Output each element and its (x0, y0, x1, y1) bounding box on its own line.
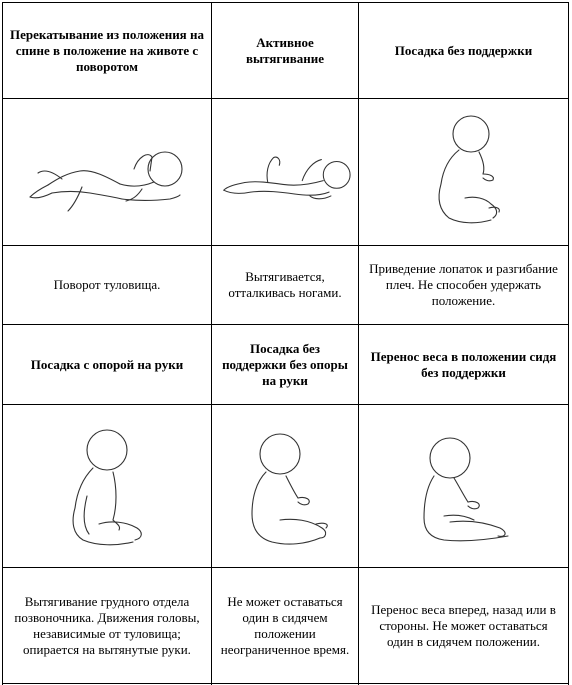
illustration-baby-sitting-unsupported (359, 99, 568, 245)
table-border-bottom (2, 683, 569, 684)
illustration-baby-weight-shift (359, 405, 568, 567)
baby-weight-shift-drawing (404, 416, 524, 556)
desc-sitting-no-arm-support-text: Не может оставаться один в сидячем положении неограниченное время. (220, 593, 350, 657)
table-border-right (568, 2, 569, 685)
header-rolling-text: Перекатывание из положения на спине в положение на животе с поворотом (10, 26, 204, 74)
illustration-baby-stretching (212, 99, 358, 245)
desc-sitting-no-arm-support (212, 568, 358, 683)
header-active-stretch (212, 3, 358, 98)
desc-sitting-arm-support-text: Вытягивание грудного отдела позвоночника. Движения головы, независимые от туловища; опирается на вытянутые руки. (14, 593, 200, 657)
header-sitting-no-arm-support (212, 325, 358, 404)
baby-sitting-arm-support-drawing (47, 416, 167, 556)
header-active-stretch-text: Активное вытягивание (245, 34, 325, 66)
desc-active-stretch-text: Вытягивается, отталкивась ногами. (228, 269, 342, 300)
desc-rolling (3, 246, 211, 324)
baby-stretching-drawing (218, 137, 352, 207)
illustration-baby-sitting-arm-support (3, 405, 211, 567)
desc-sitting-arm-support (3, 568, 211, 683)
illustration-baby-rolling (3, 99, 211, 245)
desc-weight-shift (359, 568, 568, 683)
header-sitting-unsupported (359, 3, 568, 98)
illustration-baby-sitting-no-arm-support (212, 405, 358, 567)
baby-sitting-no-arm-support-drawing (230, 416, 340, 556)
desc-sitting-unsupported-text: Приведение лопаток и разгибание плеч. Не способен удержать положение. (369, 261, 558, 308)
header-weight-shift-text: Перенос веса в положении сидя без поддержки (370, 348, 557, 380)
header-weight-shift (359, 325, 568, 404)
baby-sitting-unsupported-drawing (409, 112, 519, 232)
header-sitting-arm-support-text: Посадка с опорой на руки (30, 356, 184, 372)
baby-rolling-drawing (22, 127, 192, 217)
desc-sitting-unsupported (359, 246, 568, 324)
desc-active-stretch (212, 246, 358, 324)
desc-rolling-text: Поворот туловища. (53, 277, 161, 292)
header-sitting-arm-support (3, 325, 211, 404)
header-rolling (3, 3, 211, 98)
header-sitting-no-arm-support-text: Посадка без поддержки без опоры на руки (222, 340, 348, 388)
header-sitting-unsupported-text: Посадка без поддержки (394, 42, 533, 58)
desc-weight-shift-text: Перенос веса вперед, назад или в стороны. Не может оставаться один в сидячем положении. (371, 601, 556, 649)
